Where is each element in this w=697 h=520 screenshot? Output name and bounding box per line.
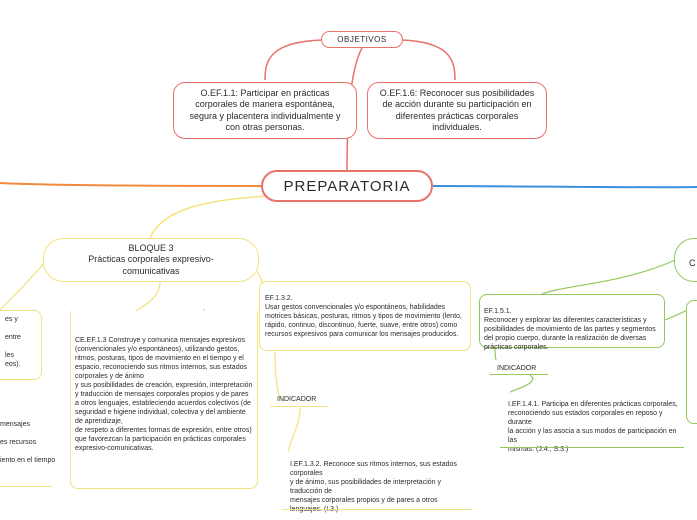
connector-objetivos-left [265, 40, 322, 80]
left-partial-line: les [5, 352, 14, 359]
criterio-text: CE.EF.1.3 Construye y comunica mensajes expresivos (convencionales y/o espontáneos), utilizando gestos, ritmos, posturas, tipos de movimiento en el tiempo y el espacio, reconociendo sus ritmos internos, sus estados corporales y de ánimo y sus posibilidades de creación, expresión, interpretación y traducción de mensajes corporales propios y de pares a otros lenguajes, estableciendo acuerdos colectivos (de seguridad e higiene individual, colectiva y del ambiente de aprendizaje, de respeto a diferentes formas de expresión, entre otros) que favorezcan la participación en prácticas corporales expresivo-comunicativas. [75, 337, 253, 452]
objetivos-node[interactable] [321, 31, 403, 48]
indicador-underline-bloque3 [270, 406, 328, 407]
left-partial-line: es y [5, 316, 18, 323]
left-partial-text-b[interactable] [0, 420, 64, 480]
left-partial-b-line [0, 429, 64, 438]
right-partial-box [686, 300, 697, 424]
objetivos-label: OBJETIVOS [337, 34, 387, 44]
left-partial-line: entre [5, 334, 21, 341]
connector-root-left [0, 183, 262, 186]
connector-right-branch [540, 260, 675, 295]
indicador-label-right: INDICADOR [497, 365, 537, 372]
right-indicador-box[interactable] [506, 391, 680, 453]
connector-right-indicador-text [510, 375, 533, 392]
left-partial-b-line [0, 447, 64, 456]
root-title: PREPARATORIA [283, 177, 411, 195]
indicador-underline-right [490, 374, 548, 375]
left-partial-b-line: es recursos [0, 439, 37, 446]
criterio-box[interactable] [70, 311, 258, 489]
right-indicador-text: I.EF.1.4.1. Participa en diferentes prácticas corporales, reconociendo sus estados corporales en reposo y durante la acción y las asocia a sus modos de participación en las mismas. (J.4., S.3.) [508, 401, 678, 453]
bloque3-title: BLOQUE 3 Prácticas corporales expresivo-comunicativas [88, 242, 214, 276]
left-partial-box[interactable] [0, 310, 42, 380]
objetivo-box-2[interactable] [367, 82, 547, 139]
left-partial-line [5, 324, 37, 333]
objetivo-text-2: O.EF.1.6: Reconocer sus posibilidades de acción durante su participación en diferentes prácticas corporales individuales. [379, 87, 535, 132]
right-destreza-text: EF.1.5.1. Reconocer y explorar las diferentes características y posibilidades de movimiento de las partes y segmentos del propio cuerpo, durante la realización de diversas prácticas corporales. [484, 308, 656, 351]
objetivo-text-1: O.EF.1.1: Participar en prácticas corporales de manera espontánea, segura y placentera individualmente y con otras personas. [189, 87, 341, 132]
root-node[interactable] [261, 170, 433, 202]
destreza-text: EF.1.3.2. Usar gestos convencionales y/o espontáneos, habilidades motrices básicas, posturas, ritmos y tipos de movimiento (lento, rápido, continuo, discontinuo, fuerte, suave, entre otros) como recursos expresivos para comunicar los mensajes producidos. [265, 295, 462, 338]
connector-objetivos-right [402, 40, 455, 80]
connector-root-bloque [150, 196, 270, 238]
indicador-text-bloque3-box[interactable] [286, 451, 466, 513]
indicador-label-bloque3: INDICADOR [277, 396, 317, 403]
indicador-text-bloque3: I.EF.1.3.2. Reconoce sus ritmos internos, sus estados corporales y de ánimo, sus posibilidades de interpretación y traducción de mensajes corporales propios y de pares a otros lenguajes. (I.3.) [290, 461, 457, 513]
left-partial-line: eos). [5, 361, 21, 368]
connector-indicador-text [288, 408, 300, 452]
right-indicador-underline [500, 447, 684, 448]
destreza-box[interactable] [259, 281, 471, 351]
left-partial-b-line: iento en el tiempo [0, 457, 56, 464]
indicador-text-underline [282, 509, 472, 510]
connector-root-right [433, 186, 697, 187]
right-partial-title: C [689, 258, 696, 269]
bloque3-node[interactable] [43, 238, 259, 282]
objetivo-box-1[interactable] [173, 82, 357, 139]
left-partial-b-line: mensajes [0, 421, 30, 428]
connector-bloque-left [0, 262, 45, 310]
left-partial-line [5, 342, 37, 351]
left-partial-underline [0, 486, 52, 487]
right-destreza-box[interactable] [479, 294, 665, 351]
